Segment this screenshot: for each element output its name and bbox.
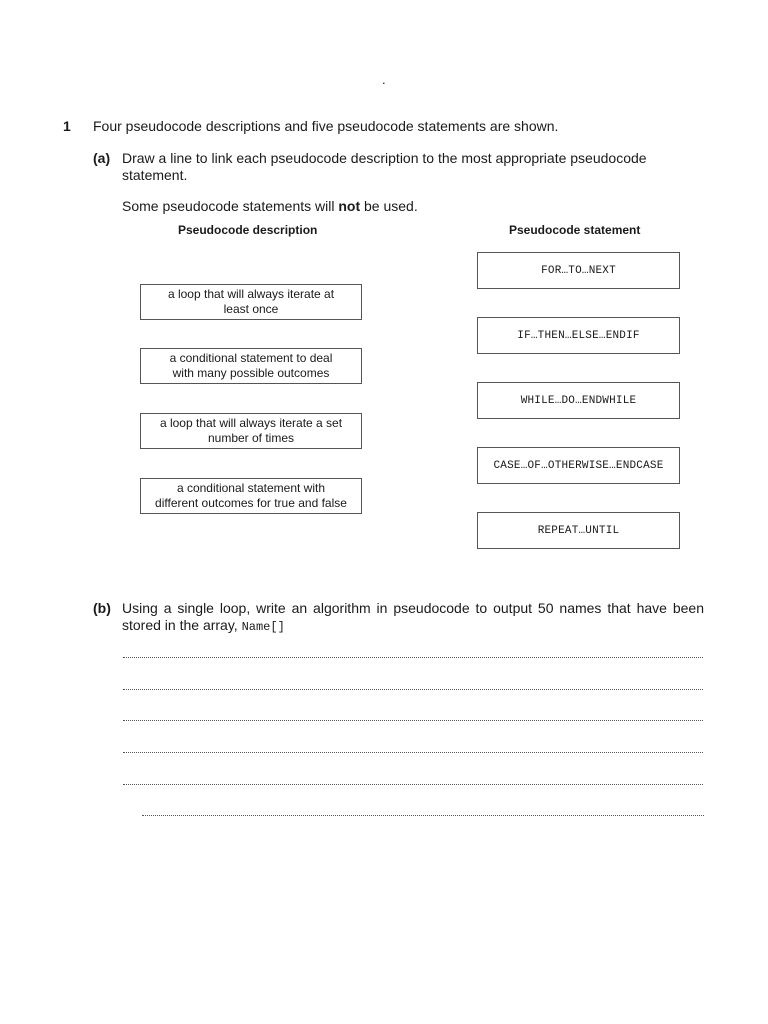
question-number: 1 <box>63 118 71 134</box>
note-bold: not <box>338 198 361 214</box>
question-text: Four pseudocode descriptions and five pseudocode statements are shown. <box>93 118 559 134</box>
note-pre: Some pseudocode statements will <box>122 198 339 214</box>
description-box-4[interactable] <box>140 478 362 514</box>
part-b-instruction <box>122 600 704 636</box>
statement-heading: Pseudocode statement <box>509 223 641 237</box>
description-3-line2: number of times <box>207 431 295 445</box>
description-4-line2: different outcomes for true and false <box>155 496 347 510</box>
statement-5-text: REPEAT…UNTIL <box>537 524 620 537</box>
statement-box-5[interactable] <box>477 512 680 549</box>
statement-1-text: FOR…TO…NEXT <box>541 264 616 277</box>
description-3-line1: a loop that will always iterate a set <box>159 416 343 430</box>
part-a-instruction-line2: statement. <box>122 167 188 183</box>
answer-line-1[interactable] <box>123 657 703 658</box>
description-2-line1: a conditional statement to deal <box>169 351 333 365</box>
answer-line-4[interactable] <box>123 752 703 753</box>
statement-4-text: CASE…OF…OTHERWISE…ENDCASE <box>493 459 664 472</box>
description-2-line2: with many possible outcomes <box>172 366 330 380</box>
header-mark: . <box>382 72 386 87</box>
statement-box-1[interactable] <box>477 252 680 289</box>
description-box-1[interactable] <box>140 284 362 320</box>
description-1-line1: a loop that will always iterate at <box>167 287 335 301</box>
part-b-instruction-line2-pre: stored in the array, <box>122 617 242 633</box>
part-a-instruction <box>122 150 712 184</box>
statement-3-text: WHILE…DO…ENDWHILE <box>520 394 637 407</box>
part-b-label: (b) <box>93 600 111 616</box>
part-a-note <box>122 198 418 215</box>
description-4-line1: a conditional statement with <box>176 481 326 495</box>
description-1-line2: least once <box>223 302 279 316</box>
part-a-label: (a) <box>93 150 111 166</box>
part-b-instruction-line2 <box>122 617 704 636</box>
answer-line-6[interactable] <box>142 815 704 816</box>
part-a-instruction-line1: Draw a line to link each pseudocode description to the most appropriate pseudocode <box>122 150 647 166</box>
statement-2-text: IF…THEN…ELSE…ENDIF <box>517 329 640 342</box>
answer-line-3[interactable] <box>123 720 703 721</box>
answer-line-5[interactable] <box>123 784 703 785</box>
statement-box-3[interactable] <box>477 382 680 419</box>
description-box-2[interactable] <box>140 348 362 384</box>
description-heading: Pseudocode description <box>178 223 318 237</box>
statement-box-2[interactable] <box>477 317 680 354</box>
array-name: Name[] <box>241 620 285 634</box>
part-b-instruction-line1: Using a single loop, write an algorithm in pseudocode to output 50 names that have been <box>122 600 704 616</box>
description-box-3[interactable] <box>140 413 362 449</box>
statement-box-4[interactable] <box>477 447 680 484</box>
note-post: be used. <box>360 198 418 214</box>
answer-line-2[interactable] <box>123 689 703 690</box>
